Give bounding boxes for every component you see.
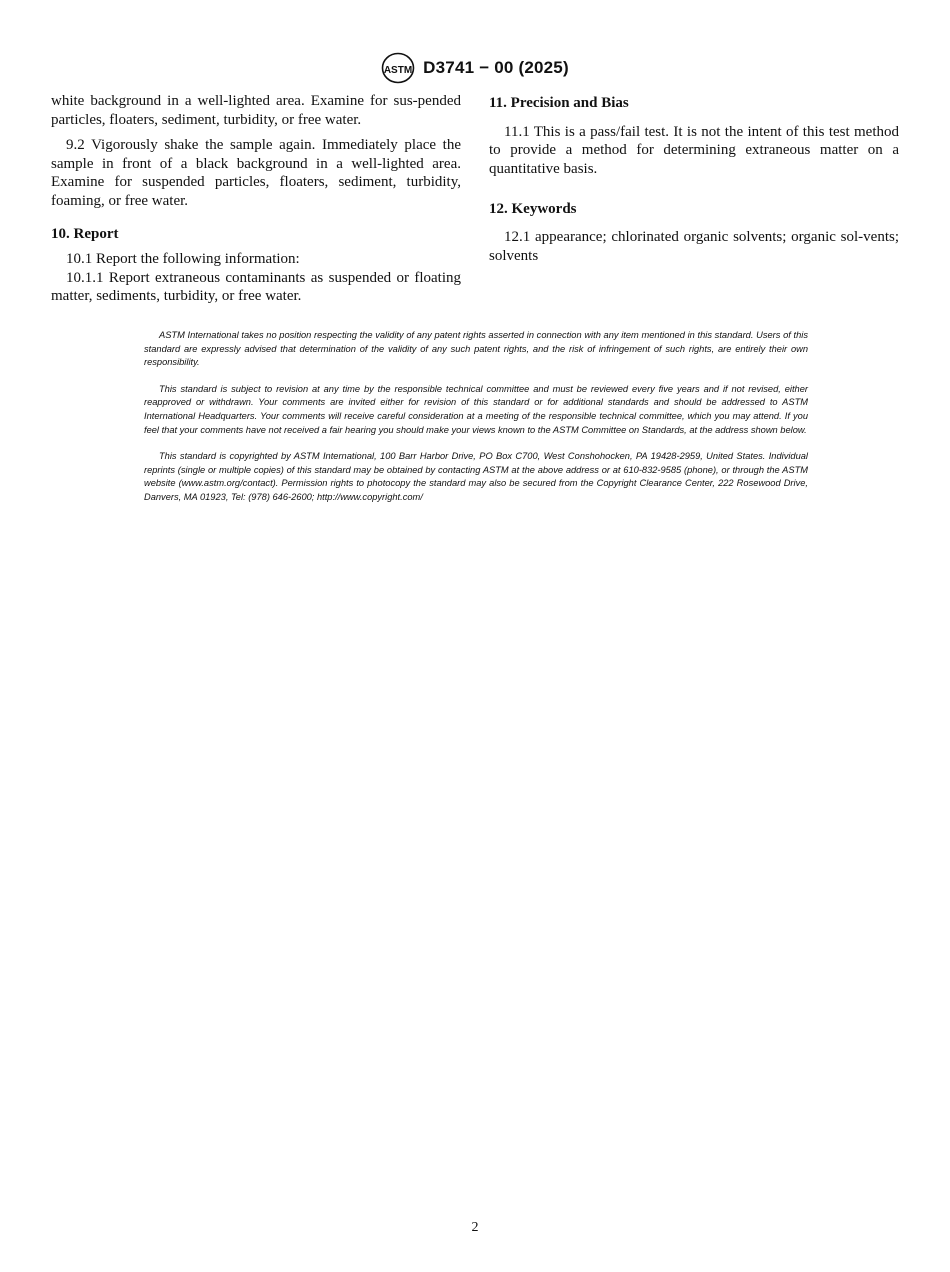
- patent-notice: ASTM International takes no position respecting the validity of any patent rights asserted in connection with any item mentioned in this standard. Users of this standard are expressly advised that determination of the validity of any such patent rights, and the risk of infringement of such rights, are entirely their own responsibility.: [144, 330, 808, 368]
- astm-logo-text: ASTM: [384, 65, 413, 76]
- paragraph-11-1: 11.1 This is a pass/fail test. It is not the intent of this test method to provide a method for determining extraneous matter on a quantitative basis.: [489, 123, 899, 177]
- paragraph-9-2: 9.2 Vigorously shake the sample again. Immediately place the sample in front of a black background in a well-lighted area. Examine for suspended particles, floaters, sediment, turbidity, foaming, or free water.: [51, 137, 461, 209]
- right-column: [489, 92, 899, 272]
- paragraph-9-1-continued: white background in a well-lighted area. Examine for sus-pended particles, floaters, sediment, turbidity, or free water.: [51, 93, 461, 128]
- standard-designation: D3741 − 00 (2025): [423, 58, 569, 77]
- paragraph-10-1: 10.1 Report the following information:: [66, 251, 300, 268]
- page-number: 2: [471, 1220, 479, 1235]
- left-column: [51, 92, 461, 313]
- copyright-notice: This standard is copyrighted by ASTM International, 100 Barr Harbor Drive, PO Box C700, West Conshohocken, PA 19428-2959, United States. Individual reprints (single or multiple copies) of this standard may be obtained by contacting ASTM at the above address or at 610-832-9585 (phone), or through the ASTM website (www.astm.org/contact). Permission rights to photocopy the standard may also be secured from the Copyright Clearance Center, 222 Rosewood Drive, Danvers, MA 01923, Tel: (978) 646-2600; http://www.copyright.com/: [144, 451, 808, 502]
- page-header: [0, 50, 950, 86]
- section-heading-report: 10. Report: [51, 225, 119, 242]
- paragraph-12-1: 12.1 appearance; chlorinated organic solvents; organic sol-vents; solvents: [489, 228, 899, 264]
- legal-notices: [144, 329, 808, 518]
- revision-notice: This standard is subject to revision at any time by the responsible technical committee and must be reviewed every five years and if not revised, either reapproved or withdrawn. Your comments are invited either for revision of this standard or for additional standards and should be addressed to ASTM International Headquarters. Your comments will receive careful consideration at a meeting of the responsible technical committee, which you may attend. If you feel that your comments have not received a fair hearing you should make your views known to the ASTM Committee on Standards, at the address shown below.: [144, 383, 808, 435]
- astm-logo: [381, 52, 415, 84]
- section-heading-keywords: 12. Keywords: [489, 201, 577, 218]
- paragraph-10-1-1: 10.1.1 Report extraneous contaminants as suspended or floating matter, sediments, turbidity, or free water.: [51, 269, 461, 305]
- section-heading-precision-bias: 11. Precision and Bias: [489, 95, 629, 111]
